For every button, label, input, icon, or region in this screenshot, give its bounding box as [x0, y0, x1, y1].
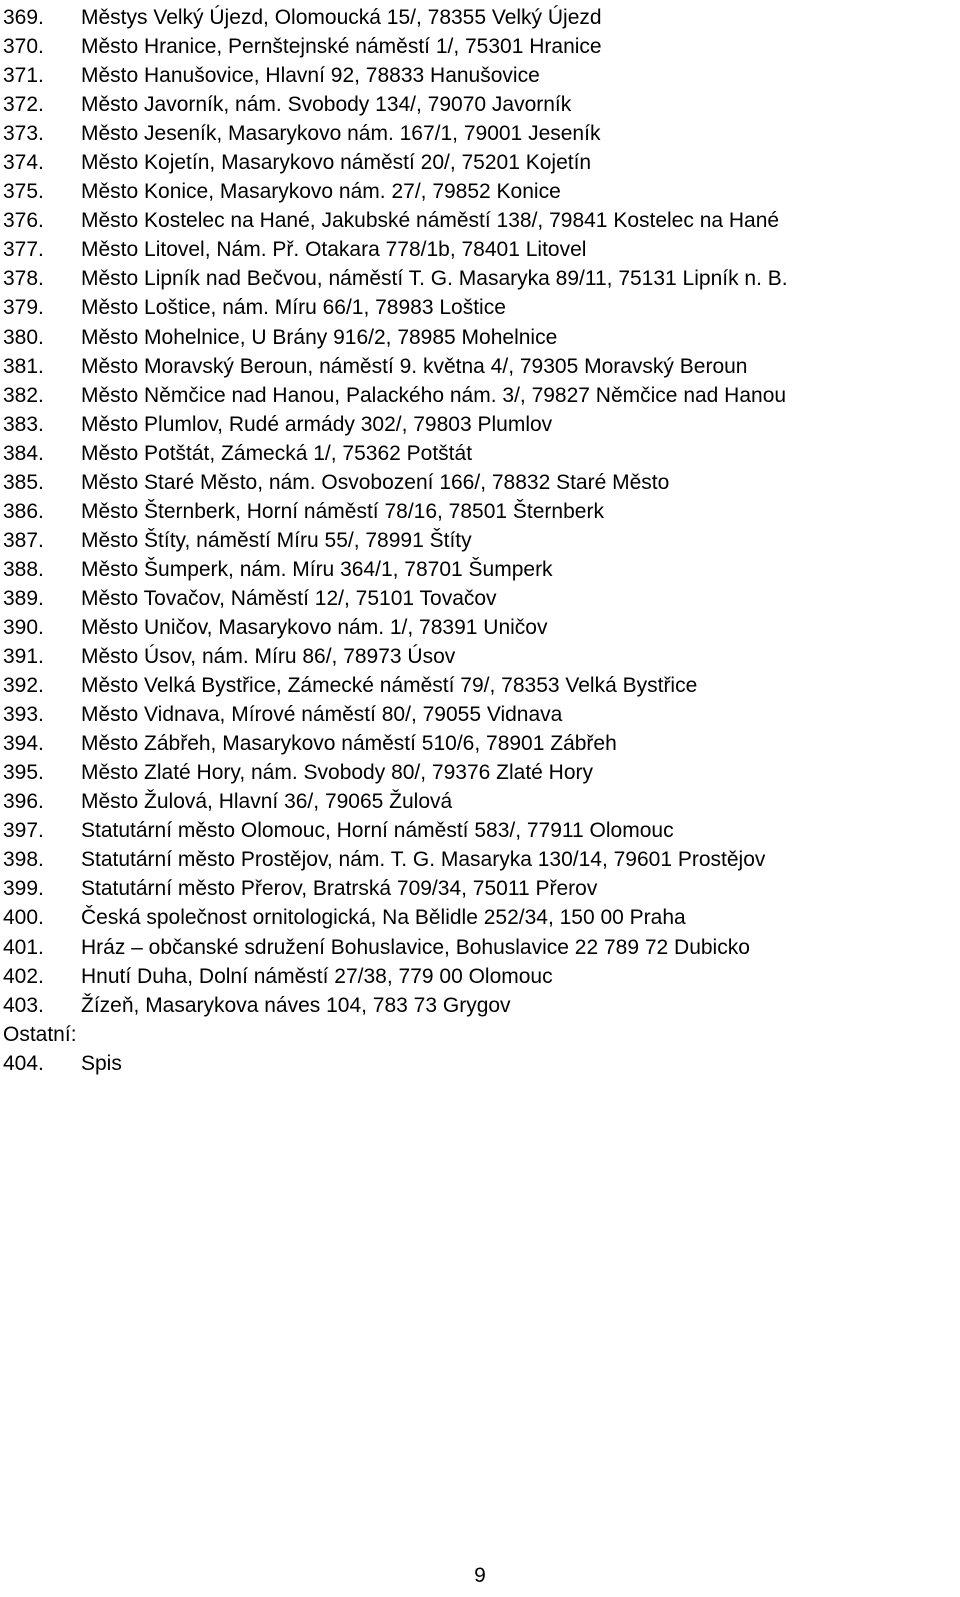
- item-number: 398.: [3, 848, 44, 872]
- item-number: 401.: [3, 935, 44, 959]
- item-text: Statutární město Prostějov, nám. T. G. Masaryka 130/14, 79601 Prostějov: [81, 848, 766, 872]
- list-item: [3, 381, 957, 410]
- list-item: [3, 148, 957, 177]
- item-number: 396.: [3, 790, 44, 814]
- list-item: [3, 962, 957, 991]
- item-number: 385.: [3, 470, 44, 494]
- item-text: Město Uničov, Masarykovo nám. 1/, 78391 Uničov: [81, 615, 548, 639]
- item-number: 395.: [3, 761, 44, 785]
- item-text: Město Lipník nad Bečvou, náměstí T. G. Masaryka 89/11, 75131 Lipník n. B.: [81, 267, 788, 291]
- item-text: Město Litovel, Nám. Př. Otakara 778/1b, 78401 Litovel: [81, 238, 587, 262]
- list-item: [3, 119, 957, 148]
- item-number: 377.: [3, 238, 44, 262]
- item-number: 393.: [3, 703, 44, 727]
- list-item: [3, 439, 957, 468]
- list-item: [3, 235, 957, 264]
- page-number: 9: [474, 1564, 486, 1587]
- item-text: Město Vidnava, Mírové náměstí 80/, 79055 Vidnava: [81, 703, 563, 727]
- item-number: 372.: [3, 93, 44, 117]
- item-number: 392.: [3, 674, 44, 698]
- item-number: 376.: [3, 209, 44, 233]
- list-item: [3, 90, 957, 119]
- item-text: Spis: [81, 1051, 122, 1075]
- list-item: [3, 323, 957, 352]
- item-number: 402.: [3, 964, 44, 988]
- item-number: 384.: [3, 441, 44, 465]
- other-list: [3, 1049, 957, 1078]
- item-number: 374.: [3, 151, 44, 175]
- item-text: Město Hranice, Pernštejnské náměstí 1/, 75301 Hranice: [81, 35, 602, 59]
- list-item: [3, 642, 957, 671]
- list-item: [3, 758, 957, 787]
- item-text: Hráz – občanské sdružení Bohuslavice, Bohuslavice 22 789 72 Dubicko: [81, 935, 750, 959]
- list-item: [3, 874, 957, 903]
- item-number: 375.: [3, 180, 44, 204]
- list-item: [3, 206, 957, 235]
- item-text: Město Štíty, náměstí Míru 55/, 78991 Štíty: [81, 528, 472, 552]
- list-item: [3, 729, 957, 758]
- list-item: [3, 671, 957, 700]
- item-text: Město Žulová, Hlavní 36/, 79065 Žulová: [81, 790, 453, 814]
- item-text: Město Hanušovice, Hlavní 92, 78833 Hanušovice: [81, 64, 540, 88]
- item-text: Česká společnost ornitologická, Na Bělidle 252/34, 150 00 Praha: [81, 906, 686, 930]
- item-number: 381.: [3, 354, 44, 378]
- item-number: 378.: [3, 267, 44, 291]
- item-text: Město Němčice nad Hanou, Palackého nám. 3/, 79827 Němčice nad Hanou: [81, 383, 787, 407]
- list-item: [3, 613, 957, 642]
- list-item: [3, 816, 957, 845]
- list-item: [3, 264, 957, 293]
- item-text: Město Zlaté Hory, nám. Svobody 80/, 79376 Zlaté Hory: [81, 761, 594, 785]
- item-text: Město Jeseník, Masarykovo nám. 167/1, 79001 Jeseník: [81, 122, 601, 146]
- item-text: Město Úsov, nám. Míru 86/, 78973 Úsov: [81, 645, 456, 669]
- list-item: [3, 61, 957, 90]
- item-number: 379.: [3, 296, 44, 320]
- item-number: 389.: [3, 586, 44, 610]
- item-number: 370.: [3, 35, 44, 59]
- item-text: Město Plumlov, Rudé armády 302/, 79803 Plumlov: [81, 412, 553, 436]
- address-list: [3, 3, 957, 1020]
- item-number: 386.: [3, 499, 44, 523]
- item-text: Žízeň, Masarykova náves 104, 783 73 Grygov: [81, 993, 511, 1017]
- list-item: [3, 991, 957, 1020]
- item-number: 390.: [3, 615, 44, 639]
- item-number: 371.: [3, 64, 44, 88]
- item-number: 369.: [3, 6, 44, 29]
- list-item: [3, 410, 957, 439]
- item-number: 403.: [3, 993, 44, 1017]
- list-item: [3, 845, 957, 874]
- list-item: [3, 177, 957, 206]
- item-text: Hnutí Duha, Dolní náměstí 27/38, 779 00 Olomouc: [81, 964, 553, 988]
- item-number: 382.: [3, 383, 44, 407]
- item-text: Město Tovačov, Náměstí 12/, 75101 Tovačov: [81, 586, 497, 610]
- list-item: [3, 903, 957, 932]
- item-text: Město Javorník, nám. Svobody 134/, 79070 Javorník: [81, 93, 572, 117]
- item-number: 383.: [3, 412, 44, 436]
- item-text: Město Kojetín, Masarykovo náměstí 20/, 75201 Kojetín: [81, 151, 592, 175]
- item-number: 380.: [3, 325, 44, 349]
- item-number: 399.: [3, 877, 44, 901]
- item-text: Město Staré Město, nám. Osvobození 166/, 78832 Staré Město: [81, 470, 670, 494]
- item-text: Město Zábřeh, Masarykovo náměstí 510/6, 78901 Zábřeh: [81, 732, 617, 756]
- item-text: Městys Velký Újezd, Olomoucká 15/, 78355 Velký Újezd: [81, 6, 602, 29]
- item-number: 388.: [3, 557, 44, 581]
- item-number: 387.: [3, 528, 44, 552]
- item-number: 373.: [3, 122, 44, 146]
- item-number: 394.: [3, 732, 44, 756]
- item-number: 391.: [3, 645, 44, 669]
- item-number: 397.: [3, 819, 44, 843]
- list-item: [3, 468, 957, 497]
- item-text: Město Potštát, Zámecká 1/, 75362 Potštát: [81, 441, 473, 465]
- list-item: [3, 32, 957, 61]
- item-number: 404.: [3, 1051, 44, 1075]
- list-item: [3, 787, 957, 816]
- list-item: [3, 584, 957, 613]
- list-item: [3, 293, 957, 322]
- item-text: Město Velká Bystřice, Zámecké náměstí 79/, 78353 Velká Bystřice: [81, 674, 698, 698]
- list-item: [3, 700, 957, 729]
- list-item: [3, 352, 957, 381]
- item-text: Statutární město Přerov, Bratrská 709/34, 75011 Přerov: [81, 877, 598, 901]
- item-text: Město Mohelnice, U Brány 916/2, 78985 Mohelnice: [81, 325, 558, 349]
- item-text: Město Konice, Masarykovo nám. 27/, 79852 Konice: [81, 180, 561, 204]
- list-item: [3, 497, 957, 526]
- item-text: Město Šternberk, Horní náměstí 78/16, 78501 Šternberk: [81, 499, 604, 523]
- document-page: [3, 3, 957, 1078]
- item-text: Město Kostelec na Hané, Jakubské náměstí 138/, 79841 Kostelec na Hané: [81, 209, 780, 233]
- list-item: [3, 526, 957, 555]
- section-label-other: Ostatní:: [3, 1022, 77, 1046]
- list-item: [3, 1049, 957, 1078]
- item-text: Statutární město Olomouc, Horní náměstí 583/, 77911 Olomouc: [81, 819, 674, 843]
- list-item: [3, 3, 957, 32]
- item-text: Město Loštice, nám. Míru 66/1, 78983 Loštice: [81, 296, 506, 320]
- item-number: 400.: [3, 906, 44, 930]
- list-item: [3, 933, 957, 962]
- item-text: Město Šumperk, nám. Míru 364/1, 78701 Šumperk: [81, 557, 553, 581]
- item-text: Město Moravský Beroun, náměstí 9. května 4/, 79305 Moravský Beroun: [81, 354, 748, 378]
- list-item: [3, 555, 957, 584]
